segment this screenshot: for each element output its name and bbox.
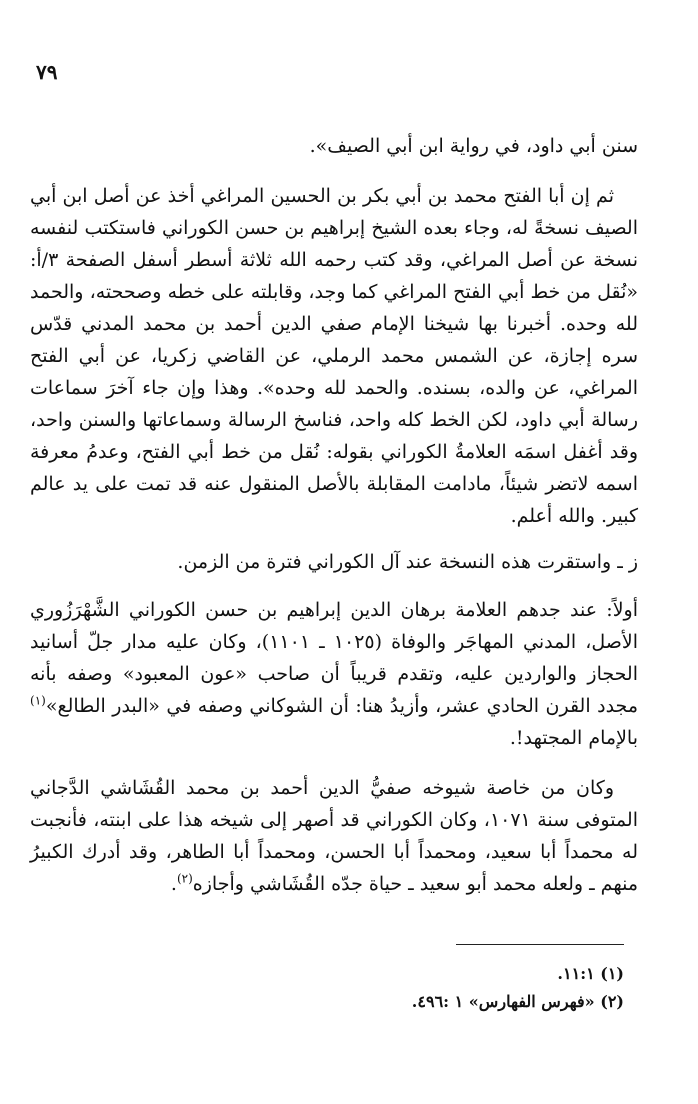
- paragraph-3: ز ـ واستقرت هذه النسخة عند آل الكوراني فترة من الزمن.: [177, 551, 638, 573]
- page-number: ٧٩: [36, 60, 58, 84]
- page-body: [30, 130, 638, 900]
- paragraph-5-text: وكان من خاصة شيوخه صفيُّ الدين أحمد بن محمد القُشَاشي الدَّجاني المتوفى سنة ١٠٧١، وكان الكوراني قد أصهر إلى شيخه هذا على ابنته، فأنجبت له محمداً أبا سعيد، ومحمداً أبا الحسن، ومحمداً أبا الطاهر، وقد أدرك الكبيرُ منهم ـ ولعله محمد أبو سعيد ـ حياة جدّه القُشَاشي وأجازه: [30, 777, 638, 895]
- footnotes: [64, 960, 624, 1016]
- paragraph-4-tail: بالإمام المجتهد!.: [509, 727, 638, 749]
- paragraph-5: [30, 772, 638, 900]
- paragraph-4: [30, 594, 638, 754]
- paragraph-2: ثم إن أبا الفتح محمد بن أبي بكر بن الحسين المراغي أخذ عن أصل ابن أبي الصيف نسخةً له، وجاء بعده الشيخ إبراهيم بن حسن الكوراني فاستكتب لنفسه نسخة عن أصل المراغي، وقد كتب رحمه الله ثلاثة أسطر أسفل الصفحة ٣/أ: «نُقل من خط أبي الفتح المراغي كما وجد، وقابلته على خطه وصححته، والحمد لله وحده. أخبرنا بها شيخنا الإمام صفي الدين أحمد بن محمد المدني قدّس سره إجازة، عن الشمس محمد الرملي، عن القاضي زكريا، عن أبي الفتح المراغي، عن والده، بسنده. والحمد لله وحده». وهذا وإن جاء آخرَ سماعات رسالة أبي داود، لكن الخط كله واحد، فناسخ الرسالة وسماعاتها والسنن واحد، وقد أغفل اسمَه العلامةُ الكوراني بقوله: نُقل من خط أبي الفتح، وعدمُ معرفة اسمه لاتضر شيئاً، مادامت المقابلة بالأصل المنقول عنه قد تمت على يد عالم كبير. والله أعلم.: [30, 185, 638, 527]
- footnote-ref-2: (٢): [176, 871, 193, 886]
- footnote-1: (١) ١١:١.: [557, 964, 624, 983]
- footnote-2: (٢) «فهرس الفهارس» ١ :٤٩٦.: [411, 992, 624, 1011]
- paragraph-1: سنن أبي داود، في رواية ابن أبي الصيف».: [309, 135, 638, 157]
- footnote-ref-1: (١): [30, 693, 46, 708]
- footnote-divider: [456, 944, 624, 945]
- paragraph-4-text: أولاً: عند جدهم العلامة برهان الدين إبراهيم بن حسن الكوراني الشَّهْرَزُوري الأصل، المدني المهاجَر والوفاة (١٠٢٥ ـ ١١٠١)، وكان عليه مدار جلّ أسانيد الحجاز والواردين عليه، وتقدم قريباً أن صاحب «عون المعبود» وصفه بأنه مجدد القرن الحادي عشر، وأزيدُ هنا: أن الشوكاني وصفه في «البدر الطالع»: [30, 599, 638, 717]
- paragraph-5-tail: .: [170, 873, 177, 895]
